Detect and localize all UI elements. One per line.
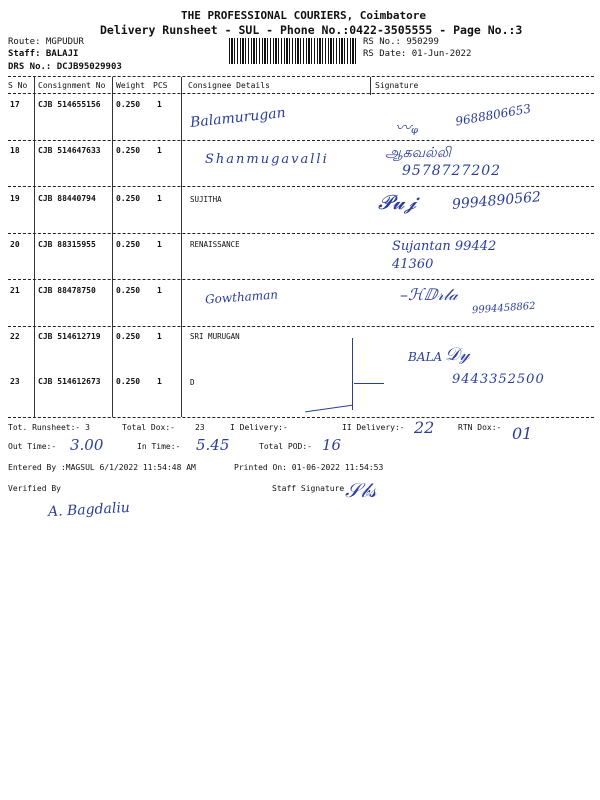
total-pod-label: Total POD:-	[259, 442, 312, 451]
in-time-value: 5.45	[196, 436, 230, 454]
row-weight: 0.250	[116, 194, 141, 203]
signature-scribble: –ℋⅅ𝓇𝓁𝒶	[400, 285, 458, 304]
row-consignment: CJB 88478750	[38, 286, 96, 295]
staff-label: Staff: BALAJI	[8, 49, 79, 59]
in-time-label: In Time:-	[137, 442, 181, 451]
total-runsheet: Tot. Runsheet:- 3	[8, 423, 90, 432]
total-pod-value: 16	[322, 436, 342, 454]
ditto-mark	[352, 338, 353, 410]
ii-delivery-label: II Delivery:-	[342, 423, 405, 432]
row-consignment: CJB 88315955	[38, 240, 96, 249]
out-time-value: 3.00	[70, 436, 104, 454]
drs-number: DRS No.: DCJB95029903	[8, 62, 122, 72]
row-consignment: CJB 88440794	[38, 194, 96, 203]
barcode	[229, 38, 357, 64]
handwritten-signature: 9578727202	[402, 163, 502, 179]
handwritten-signature: 9688806653	[454, 101, 532, 129]
handwritten-signature: BALA	[408, 350, 443, 364]
divider	[8, 76, 594, 77]
runsheet-title: Delivery Runsheet - SUL - Phone No.:0422-3505555 - Page No.:3	[100, 23, 523, 37]
handwritten-consignee: Shanmugavalli	[205, 152, 329, 167]
row-pcs: 1	[157, 332, 162, 341]
col-weight-header: Weight	[116, 81, 145, 90]
total-dox-value: 23	[195, 423, 205, 432]
out-time-label: Out Time:-	[8, 442, 57, 451]
rtn-dox-label: RTN Dox:-	[458, 423, 502, 432]
i-delivery-label: I Delivery:-	[230, 423, 288, 432]
column-separator	[181, 77, 182, 417]
divider	[8, 279, 594, 280]
ii-delivery-value: 22	[414, 418, 435, 437]
rtn-dox-value: 01	[512, 424, 533, 443]
signature-scribble: 〰ᵩ	[395, 118, 419, 137]
rs-date: RS Date: 01-Jun-2022	[363, 49, 472, 59]
handwritten-consignee: Balamurugan	[189, 105, 287, 131]
row-weight: 0.250	[116, 377, 141, 386]
signature-scribble: ஆகவல்லி	[385, 145, 451, 161]
row-sno: 23	[10, 377, 20, 386]
rs-number: RS No.: 950299	[363, 37, 439, 47]
verified-by-signature: A. Bagdaliu	[47, 499, 131, 521]
handwritten-signature: 9994890562	[451, 189, 542, 213]
handwritten-signature: 9994458862	[471, 300, 536, 317]
row-consignment: CJB 514612673	[38, 377, 101, 386]
row-consignee: RENAISSANCE	[190, 240, 240, 249]
staff-signature-mark: 𝒮𝒷𝓈	[345, 478, 377, 502]
row-consignee: SUJITHA	[190, 195, 222, 204]
row-pcs: 1	[157, 240, 162, 249]
handwritten-consignee: Gowthaman	[204, 287, 279, 307]
row-pcs: 1	[157, 146, 162, 155]
column-separator	[112, 77, 113, 417]
row-consignee: SRI MURUGAN	[190, 332, 240, 341]
row-pcs: 1	[157, 286, 162, 295]
column-separator	[370, 77, 371, 95]
ditto-mark	[305, 405, 353, 413]
divider	[8, 233, 594, 234]
row-sno: 17	[10, 100, 20, 109]
col-consignment-header: Consignment No	[38, 81, 106, 90]
col-consignee-header: Consignee Details	[188, 81, 270, 90]
row-consignment: CJB 514655156	[38, 100, 101, 109]
route-label: Route: MGPUDUR	[8, 37, 84, 47]
entered-by: Entered By :MAGSUL 6/1/2022 11:54:48 AM	[8, 463, 196, 472]
row-consignee: D	[190, 378, 195, 387]
ditto-mark	[354, 383, 384, 384]
signature-scribble: 𝒟𝓎	[445, 344, 470, 365]
printed-on: Printed On: 01-06-2022 11:54:53	[234, 463, 384, 472]
divider	[8, 93, 594, 94]
divider	[8, 326, 594, 327]
signature-scribble: 𝓟𝓾𝓳	[378, 190, 417, 214]
row-weight: 0.250	[116, 240, 141, 249]
row-pcs: 1	[157, 100, 162, 109]
row-weight: 0.250	[116, 332, 141, 341]
row-weight: 0.250	[116, 286, 141, 295]
row-consignment: CJB 514647633	[38, 146, 101, 155]
staff-signature-label: Staff Signature	[272, 484, 345, 493]
handwritten-signature: Sujantan 99442 41360	[392, 239, 497, 272]
verified-by-label: Verified By	[8, 484, 61, 493]
col-pcs-header: PCS	[153, 81, 168, 90]
total-dox-label: Total Dox:-	[122, 423, 175, 432]
row-weight: 0.250	[116, 100, 141, 109]
row-sno: 22	[10, 332, 20, 341]
row-sno: 20	[10, 240, 20, 249]
row-pcs: 1	[157, 194, 162, 203]
divider	[8, 417, 594, 418]
row-weight: 0.250	[116, 146, 141, 155]
row-sno: 21	[10, 286, 20, 295]
row-sno: 19	[10, 194, 20, 203]
company-name: THE PROFESSIONAL COURIERS, Coimbatore	[181, 9, 427, 22]
divider	[8, 186, 594, 187]
col-sno-header: S No	[8, 81, 28, 90]
row-sno: 18	[10, 146, 20, 155]
row-consignment: CJB 514612719	[38, 332, 101, 341]
divider	[8, 140, 594, 141]
handwritten-signature: 9443352500	[452, 372, 545, 387]
column-separator	[34, 77, 35, 417]
row-pcs: 1	[157, 377, 162, 386]
col-signature-header: Signature	[375, 81, 419, 90]
